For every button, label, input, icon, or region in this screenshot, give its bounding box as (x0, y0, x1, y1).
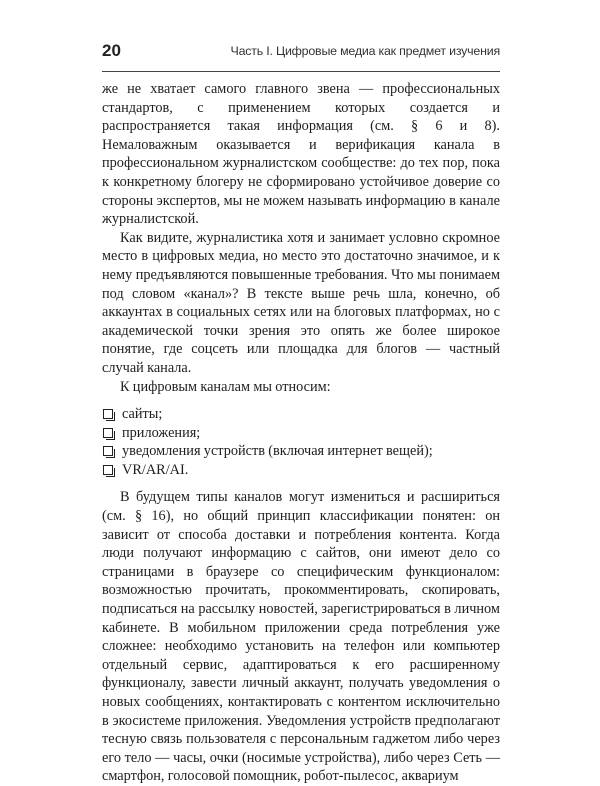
paragraph: же не хватает самого главного звена — профессиональных стандартов, с применением которых создается и распространяется такая информация (см. § 6 и 8). Немаловажным оказывается и верификация канала в профессиональном журналистском сообществе: до тех пор, пока к конкретному блогеру не сформировано устойчивое доверие со стороны экспертов, мы не можем называть информацию в канале журналистской. (102, 81, 500, 228)
running-head: Часть I. Цифровые медиа как предмет изучения (230, 44, 500, 58)
checkbox-bullet-icon (103, 428, 113, 438)
list-item-text: VR/AR/AI. (122, 461, 189, 478)
checkbox-bullet-icon (103, 446, 113, 456)
page-header (102, 40, 500, 62)
checkbox-bullet-icon (103, 409, 113, 419)
list-item (102, 442, 500, 461)
paragraph: К цифровым каналам мы относим: (120, 378, 331, 395)
list-item (102, 405, 500, 424)
channel-list (102, 405, 500, 479)
page-number: 20 (102, 41, 121, 60)
list-item-text: уведомления устройств (включая интернет вещей); (122, 443, 433, 460)
list-item (102, 424, 500, 443)
page-body (102, 80, 500, 786)
spacer (102, 396, 500, 405)
paragraph: В будущем типы каналов могут измениться и расшириться (см. § 16), но общий принцип классификации понятен: он зависит от способа доставки и потребления контента. Когда люди получают информацию с сайтов, они имеют дело со страницами в браузере со специфическим функционалом: возможностью прочитать, прокомментировать, скопировать, подписаться на рассылку новостей, зарегистрироваться в личном кабинете. В мобильном приложении среда потребления уже сложнее: необходимо установить на телефон или компьютер отдельный сервис, адаптироваться к его расширенному функционалу, завести личный аккаунт, получать уведомления о новых сообщениях, контактировать с контентом исключительно в экосистеме приложения. Уведомления устройств предполагают тесную связь пользователя с персональным гаджетом либо через его тело — часы, очки (носимые устройства), либо через Сеть — смартфон, голосовой помощник, робот-пылесос, аквариум (102, 489, 500, 785)
header-divider (102, 71, 500, 72)
list-item-text: сайты; (122, 406, 163, 423)
spacer (102, 479, 500, 488)
list-item (102, 461, 500, 480)
list-item-text: приложения; (122, 424, 201, 441)
paragraph: Как видите, журналистика хотя и занимает условно скромное место в цифровых медиа, но место это достаточно значимое, и к нему предъявляются повышенные требования. Что мы понимаем под словом «канал»? В тексте выше речь шла, конечно, об аккаунтах в социальных сетях или на блоговых платформах, но с академической точки зрения это опять же более широкое понятие, где соцсеть или площадка для блогов — частный случай канала. (102, 229, 500, 376)
checkbox-bullet-icon (103, 465, 113, 475)
